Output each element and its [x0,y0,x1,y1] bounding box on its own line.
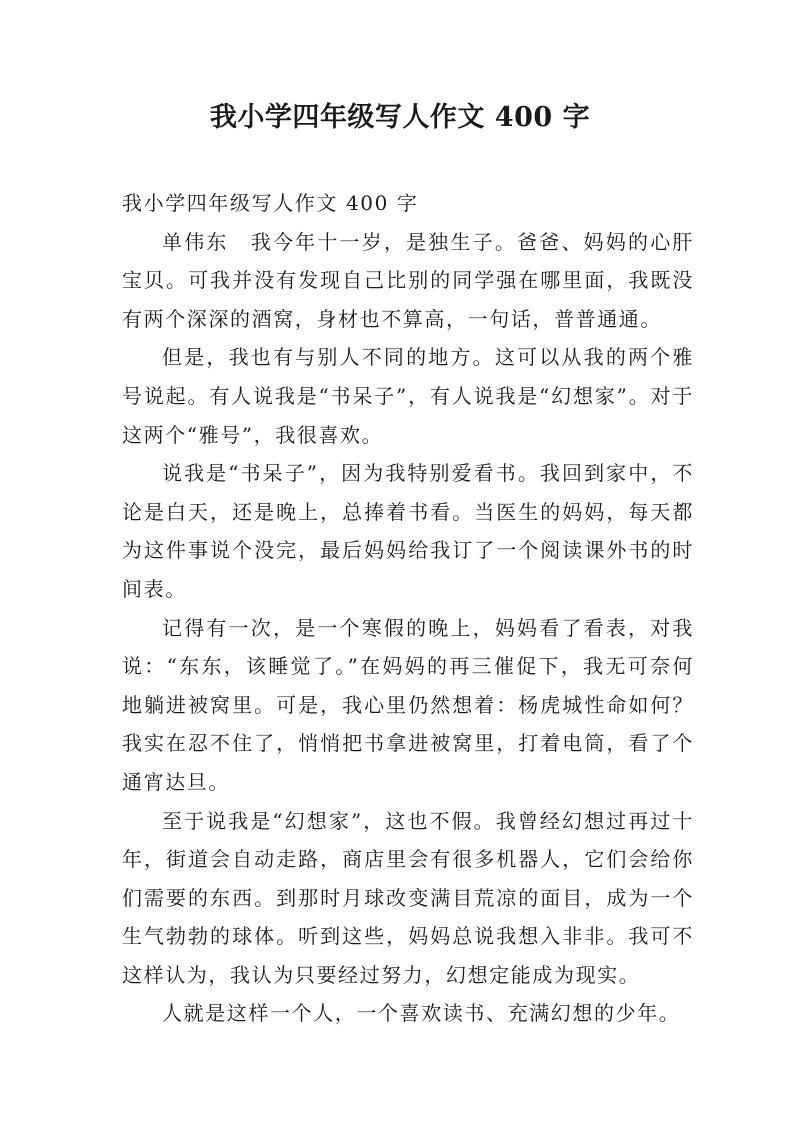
paragraph-4: 记得有一次，是一个寒假的晚上，妈妈看了看表，对我说：“东东，该睡觉了。”在妈妈的再三催促下，我无可奈何地躺进被窝里。可是，我心里仍然想着：杨虎城性命如何？我实在忍不住了，悄悄把书拿进被窝里，打着电筒，看了个通宵达旦。 [122,615,694,794]
paragraph-2: 但是，我也有与别人不同的地方。这可以从我的两个雅号说起。有人说我是“书呆子”，有人说我是“幻想家”。对于这两个“雅号”，我很喜欢。 [122,345,694,447]
paragraph-3: 说我是“书呆子”，因为我特别爱看书。我回到家中，不论是白天，还是晚上，总捧着书看。当医生的妈妈，每天都为这件事说个没完，最后妈妈给我订了一个阅读课外书的时间表。 [122,461,694,601]
paragraph-5: 至于说我是“幻想家”，这也不假。我曾经幻想过再过十年，街道会自动走路，商店里会有很多机器人，它们会给你们需要的东西。到那时月球改变满目荒凉的面目，成为一个生气勃勃的球体。听到这些，妈妈总说我想入非非。我可不这样认为，我认为只要经过努力，幻想定能成为现实。 [122,808,694,987]
paragraph-1: 单伟东 我今年十一岁，是独生子。爸爸、妈妈的心肝宝贝。可我并没有发现自己比别的同学强在哪里面，我既没有两个深深的酒窝，身材也不算高，一句话，普普通通。 [122,229,694,331]
document-subtitle: 我小学四年级写人作文 400 字 [122,191,419,215]
document-title: 我小学四年级写人作文 400 字 [209,102,591,133]
paragraph-6: 人就是这样一个人，一个喜欢读书、充满幻想的少年。 [162,1001,681,1026]
document-body [122,184,694,1033]
